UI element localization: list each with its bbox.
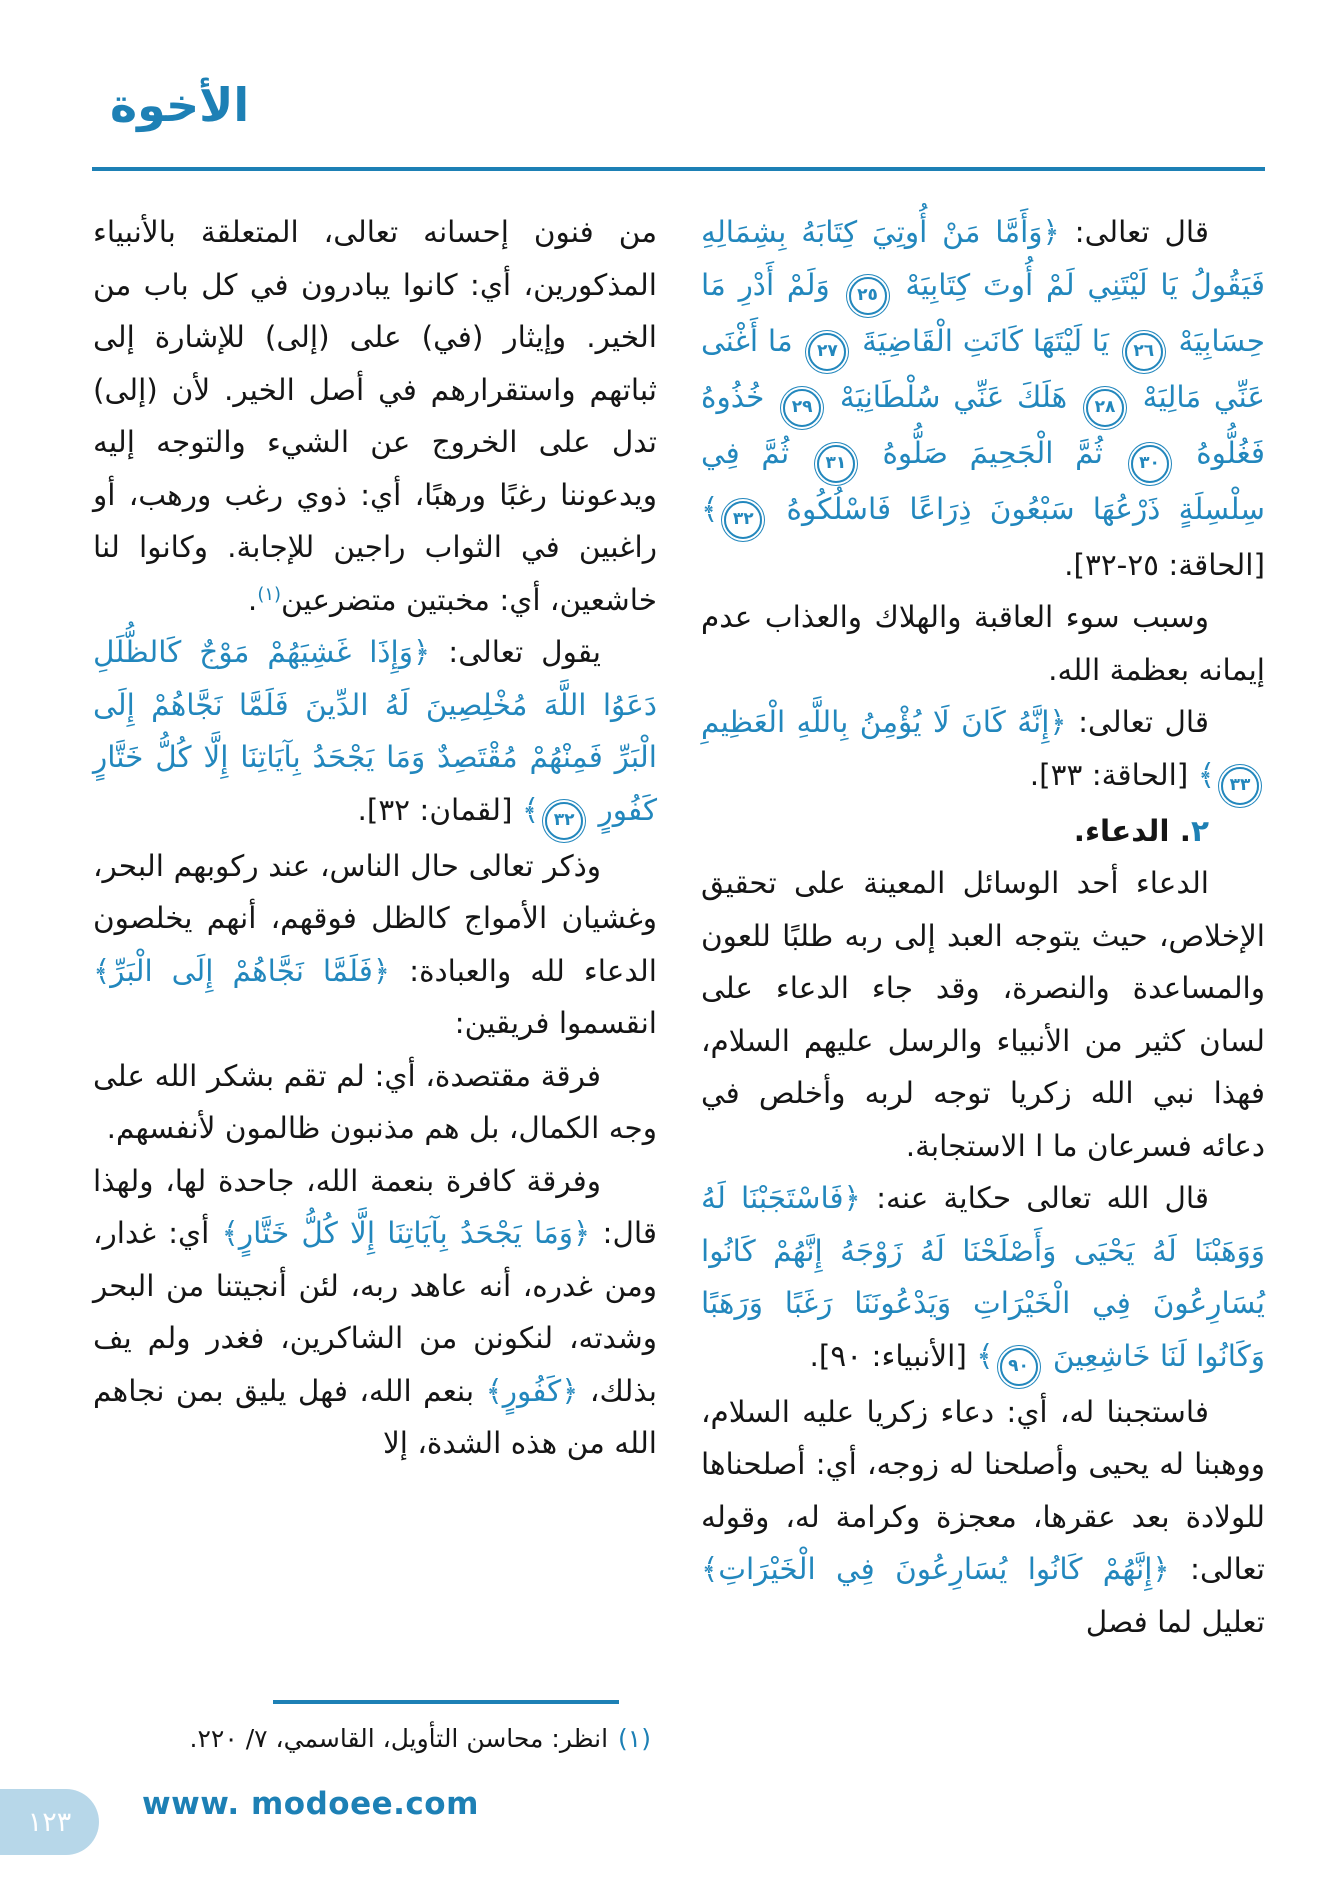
- ayah-number-medallion: ٢٨: [1086, 389, 1124, 427]
- ayah-number-medallion: ٢٩: [783, 389, 821, 427]
- footnote-marker: (١): [618, 1724, 651, 1753]
- quran-text: ﴾: [521, 792, 540, 827]
- quran-text: ﴿كَفُورٍ﴾: [485, 1373, 579, 1408]
- quran-text: ﴾: [1197, 757, 1215, 792]
- heading-text: . الدعاء.: [1073, 813, 1191, 848]
- quran-text: ﴿فَلَمَّا نَجَّاهُمْ إِلَى الْبَرِّ﴾: [93, 953, 391, 988]
- footnote-separator: [273, 1700, 619, 1704]
- paragraph: [93, 1155, 657, 1470]
- quran-text: ﴿إِنَّهُ كَانَ لَا يُؤْمِنُ بِاللَّهِ الْعَظِيمِ: [701, 705, 1067, 739]
- footnote: [93, 1700, 657, 1766]
- body-text: [الحاقة: ٢٥-٣٢].: [1064, 547, 1265, 582]
- body-text: أي: غدار، ومن غدره، أنه عاهد ربه، لئن أنجيتنا من البحر وشدته، لنكونن من الشاكرين، فغدر ولم يف بذلك،: [93, 1216, 658, 1408]
- ayah-number-medallion: ٢٦: [1125, 333, 1163, 371]
- ayah-number-medallion: ٩٠: [1000, 1348, 1038, 1386]
- body-text: [الحاقة: ٣٣].: [1029, 757, 1198, 792]
- ayah-number-medallion: ٢٥: [849, 277, 887, 315]
- quran-text: ﴾: [976, 1338, 994, 1373]
- body-text: وذكر تعالى حال الناس، عند ركوبهم البحر، وغشيان الأمواج كالظل فوقهم، أنهم يخلصون الدعاء لله والعبادة:: [93, 848, 657, 988]
- body-text: قال تعالى:: [1059, 215, 1209, 249]
- quran-text: هَلَكَ عَنِّي سُلْطَانِيَهْ: [827, 379, 1080, 414]
- ayah-number-medallion: ٣٢: [545, 802, 583, 840]
- body-text: تعليل لما فصل: [1085, 1604, 1265, 1639]
- body-text: فرقة مقتصدة، أي: لم تقم بشكر الله على وجه الكمال، بل هم مذنبون ظالمون لأنفسهم.: [93, 1058, 657, 1145]
- page-number: ١٢٣: [27, 1806, 72, 1838]
- quran-text: ﴾: [701, 491, 719, 526]
- paragraph: [93, 206, 657, 626]
- ayah-number-medallion: ٣٢: [724, 501, 762, 539]
- website-link[interactable]: www. modoee.com: [142, 1786, 479, 1822]
- quran-text: ﴿وَإِذَا غَشِيَهُمْ مَوْجٌ كَالظُّلَلِ دَعَوُا اللَّهَ مُخْلِصِينَ لَهُ الدِّينَ فَلَمَّا نَجَّاهُمْ إِلَى الْبَرِّ فَمِنْهُمْ مُقْتَصِدٌ وَمَا يَجْحَدُ بِآيَاتِنَا إِلَّا كُلُّ خَتَّارٍ كَفُورٍ: [93, 635, 657, 827]
- ayah-number-medallion: ٣١: [817, 445, 855, 483]
- paragraph: [93, 840, 657, 1050]
- column-right: [701, 206, 1265, 1766]
- body-text: من فنون إحسانه تعالى، المتعلقة بالأنبياء المذكورين، أي: كانوا يبادرون في كل باب من الخير. وإيثار (في) على (إلى) للإشارة إلى ثباتهم واستقرارهم في أصل الخير. لأن (إلى) تدل على الخروج عن الشيء والتوجه إليه ويدعوننا رغبًا ورهبًا، أي: ذوي رغب ورهب، أو راغبين في الثواب راجين للإجابة. وكانوا لنا خاشعين، أي: مخبتين متضرعين: [93, 215, 657, 617]
- section-number: ٢: [1190, 813, 1209, 848]
- paragraph: [93, 626, 657, 840]
- chapter-title: الأخوة: [110, 78, 250, 132]
- paragraph: [701, 1172, 1265, 1386]
- paragraph: [93, 1050, 657, 1155]
- footnote-ref: (١): [257, 583, 282, 605]
- page-number-badge: [0, 1789, 99, 1855]
- body-text: .: [247, 582, 258, 617]
- quran-text: ثُمَّ الْجَحِيمَ صَلُّوهُ: [860, 435, 1125, 470]
- body-text: بنعم الله، فهل يليق بمن نجاهم الله من هذه الشدة، إلا: [93, 1373, 657, 1460]
- quran-text: خُذُوهُ فَغُلُّوهُ: [701, 379, 1265, 470]
- quran-text: ﴿وَمَا يَجْحَدُ بِآيَاتِنَا إِلَّا كُلُّ خَتَّارٍ﴾: [221, 1216, 591, 1250]
- section-heading: [701, 805, 1265, 858]
- quran-text: ﴿وَأَمَّا مَنْ أُوتِيَ كِتَابَهُ بِشِمَالِهِ فَيَقُولُ يَا لَيْتَنِي لَمْ أُوتَ كِتَابِيَهْ: [701, 215, 1265, 302]
- body-text: قال تعالى:: [1066, 705, 1209, 739]
- footnote-text: [93, 1718, 657, 1760]
- ayah-number-medallion: ٣٣: [1221, 767, 1259, 805]
- text-columns: [92, 206, 1265, 1766]
- paragraph: [701, 591, 1265, 696]
- body-text: وسبب سوء العاقبة والهلاك والعذاب عدم إيمانه بعظمة الله.: [701, 600, 1265, 687]
- footnote-body: انظر: محاسن التأويل، القاسمي، ٧/ ٢٢٠.: [189, 1724, 609, 1753]
- paragraph: [701, 206, 1265, 591]
- body-text: يقول تعالى:: [430, 635, 601, 669]
- body-text: [لقمان: ٣٢].: [357, 792, 522, 827]
- body-text: فاستجبنا له، أي: دعاء زكريا عليه السلام، ووهبنا له يحيى وأصلحنا له زوجه، أي: أصلحناها للولادة بعد عقرها، معجزة وكرامة له، وقوله تعالى:: [701, 1394, 1265, 1586]
- ayah-number-medallion: ٣٠: [1131, 445, 1169, 483]
- quran-text: مَا أَغْنَى عَنِّي مَالِيَهْ: [701, 323, 1265, 414]
- quran-text: ﴿إِنَّهُمْ كَانُوا يُسَارِعُونَ فِي الْخَيْرَاتِ﴾: [701, 1552, 1170, 1586]
- quran-text: يَا لَيْتَهَا كَانَتِ الْقَاضِيَةَ: [852, 323, 1119, 358]
- header-rule: [92, 167, 1265, 171]
- body-text: الدعاء أحد الوسائل المعينة على تحقيق الإخلاص، حيث يتوجه العبد إلى ربه طلبًا للعون والمساعدة والنصرة، وقد جاء الدعاء على لسان كثير من الأنبياء والرسل عليهم السلام، فهذا نبي الله زكريا توجه لربه وأخلص في دعائه فسرعان ما ا الاستجابة.: [701, 866, 1265, 1163]
- ayah-number-medallion: ٢٧: [808, 333, 846, 371]
- quran-text: ثُمَّ فِي سِلْسِلَةٍ ذَرْعُهَا سَبْعُونَ ذِرَاعًا فَاسْلُكُوهُ: [701, 435, 1265, 526]
- body-text: [الأنبياء: ٩٠].: [809, 1338, 977, 1373]
- quran-text: ﴿فَاسْتَجَبْنَا لَهُ وَوَهَبْنَا لَهُ يَحْيَى وَأَصْلَحْنَا لَهُ زَوْجَهُ إِنَّهُمْ كَانُوا يُسَارِعُونَ فِي الْخَيْرَاتِ وَيَدْعُونَنَا رَغَبًا وَرَهَبًا وَكَانُوا لَنَا خَاشِعِينَ: [701, 1181, 1265, 1373]
- paragraph: [701, 857, 1265, 1172]
- body-text: وفرقة كافرة بنعمة الله، جاحدة لها، ولهذا قال:: [93, 1163, 657, 1250]
- paragraph: [701, 696, 1265, 805]
- body-text: قال الله تعالى حكاية عنه:: [860, 1181, 1210, 1215]
- column-left: [93, 206, 657, 1766]
- paragraph: [701, 1386, 1265, 1649]
- body-text: انقسموا فريقين:: [454, 1006, 657, 1040]
- quran-text: وَلَمْ أَدْرِ مَا حِسَابِيَهْ: [701, 267, 1265, 358]
